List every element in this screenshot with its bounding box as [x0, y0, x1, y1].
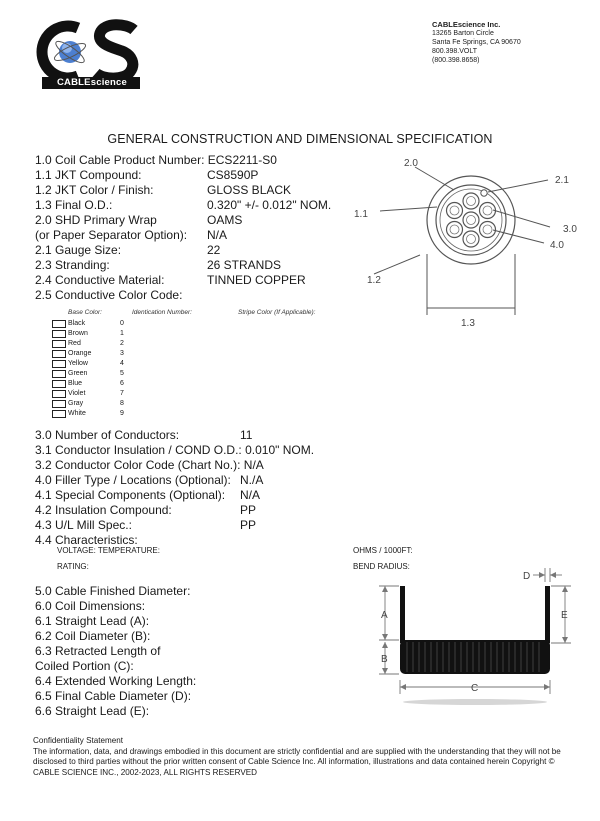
cable-cross-section-diagram [350, 150, 590, 340]
color-name: Orange [68, 350, 92, 357]
color-code-row [52, 329, 212, 339]
label-4-0: 4.0 [550, 240, 564, 251]
label-2-0: 2.0 [404, 158, 418, 169]
spec-label: 1.2 JKT Color / Finish: [35, 183, 154, 197]
spec-value: 0.320" +/- 0.012" NOM. [207, 198, 332, 212]
color-code-row [52, 379, 212, 389]
color-code-row [52, 349, 212, 359]
coil-spec-row: 5.0 Cable Finished Diameter: [35, 584, 191, 598]
spec-label: 2.0 SHD Primary Wrap [35, 213, 157, 227]
color-checkbox [52, 320, 66, 328]
spec-label: 4.0 Filler Type / Locations (Optional): [35, 473, 231, 487]
spec-row [35, 458, 264, 472]
spec-row [35, 273, 164, 287]
spec-row [35, 183, 154, 197]
confidentiality-body: The information, data, and drawings embodied in this document are strictly confidential and are supplied with the understanding that they will not be disclosed to third parties without the prior written consent of Cable Science Inc. All information, illustrations and data contained herein Copyright © CABLE SCIENCE INC., 2002-2023, ALL RIGHTS RESERVED [33, 747, 561, 777]
color-code-row [52, 319, 212, 329]
coil-label-d: D [523, 571, 531, 582]
coil-spec-row: 6.2 Coil Diameter (B): [35, 629, 151, 643]
spec-row [35, 168, 142, 182]
label-1-3: 1.3 [461, 318, 475, 329]
spec-value: CS8590P [207, 168, 259, 182]
spec-value: N./A [240, 473, 264, 487]
spec-row [35, 288, 182, 302]
color-checkbox [52, 400, 66, 408]
company-info [432, 20, 521, 65]
spec-value: PP [240, 518, 257, 532]
spec-label: 2.5 Conductive Color Code: [35, 288, 183, 302]
company-name: CABLEscience Inc. [432, 20, 501, 29]
color-checkbox [52, 340, 66, 348]
table-header-stripe-color: Stripe Color (If Applicable): [238, 309, 316, 316]
spec-value: PP [240, 503, 257, 517]
spec-label: 3.1 Conductor Insulation / COND O.D.: [35, 443, 242, 457]
label-1-2: 1.2 [367, 275, 381, 286]
spec-value: ECS2211-S0 [207, 153, 277, 167]
spec-row [35, 198, 112, 212]
color-name: Red [68, 340, 81, 347]
color-checkbox [52, 390, 66, 398]
color-name: Yellow [68, 360, 88, 367]
coil-label-b: B [381, 654, 388, 665]
company-address-line1: 13265 Barton Circle [432, 30, 494, 37]
coil-spec-row: 6.3 Retracted Length of [35, 644, 161, 658]
company-phone: 800.398.VOLT [432, 48, 478, 55]
color-number: 3 [120, 350, 124, 357]
color-number: 9 [120, 410, 124, 417]
spec-row [35, 443, 314, 457]
spec-value: TINNED COPPER [207, 273, 306, 287]
color-name: Green [68, 370, 88, 377]
spec-row [35, 473, 231, 487]
coil-spec-row: 6.5 Final Cable Diameter (D): [35, 689, 192, 703]
color-number: 6 [120, 380, 124, 387]
color-name: Gray [68, 400, 84, 407]
color-checkbox [52, 360, 66, 368]
spec-label: 4.3 U/L Mill Spec.: [35, 518, 132, 532]
coil-label-e: E [561, 610, 568, 621]
spec-label: (or Paper Separator Option): [35, 228, 188, 242]
spec-label: 1.1 JKT Compound: [35, 168, 142, 182]
spec-label: 4.1 Special Components (Optional): [35, 488, 226, 502]
color-code-row [52, 389, 212, 399]
spec-value: GLOSS BLACK [207, 183, 292, 197]
spec-value: 0.010" NOM. [245, 443, 315, 457]
company-address-line2: Santa Fe Springs, CA 90670 [432, 39, 521, 46]
color-number: 0 [120, 320, 124, 327]
spec-value: N/A [243, 458, 264, 472]
spec-row [35, 258, 110, 272]
spec-row [35, 518, 132, 532]
voltage-temperature-label: VOLTAGE: TEMPERATURE: [57, 546, 160, 555]
coil-label-a: A [381, 610, 388, 621]
spec-row [35, 488, 225, 502]
spec-value: 11 [240, 428, 253, 442]
color-code-row [52, 339, 212, 349]
label-1-1: 1.1 [354, 209, 368, 220]
spec-label: 4.2 Insulation Compound: [35, 503, 172, 517]
color-number: 5 [120, 370, 124, 377]
color-code-row [52, 409, 212, 419]
confidentiality-heading: Confidentiality Statement [33, 736, 123, 745]
spec-value: N/A [207, 228, 228, 242]
color-code-row [52, 399, 212, 409]
color-name: Brown [68, 330, 88, 337]
color-number: 7 [120, 390, 124, 397]
coil-label-c: C [471, 683, 479, 694]
color-code-row [52, 369, 212, 379]
company-logo [34, 18, 146, 90]
spec-row [35, 213, 157, 227]
spec-row [35, 428, 179, 442]
page-title: GENERAL CONSTRUCTION AND DIMENSIONAL SPECIFICATION [107, 132, 493, 146]
color-name: White [68, 410, 86, 417]
color-number: 1 [120, 330, 124, 337]
bend-radius-label: BEND RADIUS: [353, 562, 410, 571]
label-2-1: 2.1 [555, 175, 569, 186]
color-checkbox [52, 380, 66, 388]
spec-row [35, 503, 172, 517]
coil-spec-row: 6.4 Extended Working Length: [35, 674, 197, 688]
color-code-row [52, 359, 212, 369]
table-header-ident-number: Identication Number: [132, 309, 192, 316]
table-header-base-color: Base Color: [68, 309, 102, 316]
spec-value: OAMS [207, 213, 243, 227]
color-name: Violet [68, 390, 86, 397]
spec-row [35, 533, 138, 547]
label-3-0: 3.0 [563, 224, 577, 235]
ohms-label: OHMS / 1000FT: [353, 546, 413, 555]
spec-value: 26 STRANDS [207, 258, 282, 272]
spec-row [35, 243, 121, 257]
spec-label: 2.3 Stranding: [35, 258, 110, 272]
spec-label: 3.0 Number of Conductors: [35, 428, 180, 442]
spec-row [35, 228, 187, 242]
coil-spec-row: 6.0 Coil Dimensions: [35, 599, 146, 613]
color-checkbox [52, 330, 66, 338]
color-name: Black [68, 320, 86, 327]
color-checkbox [52, 410, 66, 418]
color-number: 8 [120, 400, 124, 407]
logo-text: CABLEscience [57, 77, 127, 88]
coil-spec-row: 6.1 Straight Lead (A): [35, 614, 150, 628]
coil-spec-row: 6.6 Straight Lead (E): [35, 704, 150, 718]
coil-spec-row: Coiled Portion (C): [35, 659, 134, 673]
spec-label: 1.3 Final O.D.: [35, 198, 113, 212]
color-number: 4 [120, 360, 124, 367]
color-name: Blue [68, 380, 83, 387]
spec-label: 3.2 Conductor Color Code (Chart No.): [35, 458, 241, 472]
color-checkbox [52, 370, 66, 378]
spec-value: 22 [207, 243, 221, 257]
rating-label: RATING: [57, 562, 89, 571]
spec-value: N/A [240, 488, 261, 502]
spec-label: 2.1 Gauge Size: [35, 243, 122, 257]
spec-label: 4.4 Characteristics: [35, 533, 138, 547]
spec-label: 1.0 Coil Cable Product Number: [35, 153, 205, 167]
color-checkbox [52, 350, 66, 358]
spec-row [35, 153, 277, 167]
company-phone-numeric: (800.398.8658) [432, 57, 480, 64]
coil-cable-diagram [355, 562, 590, 712]
color-number: 2 [120, 340, 124, 347]
spec-label: 2.4 Conductive Material: [35, 273, 165, 287]
